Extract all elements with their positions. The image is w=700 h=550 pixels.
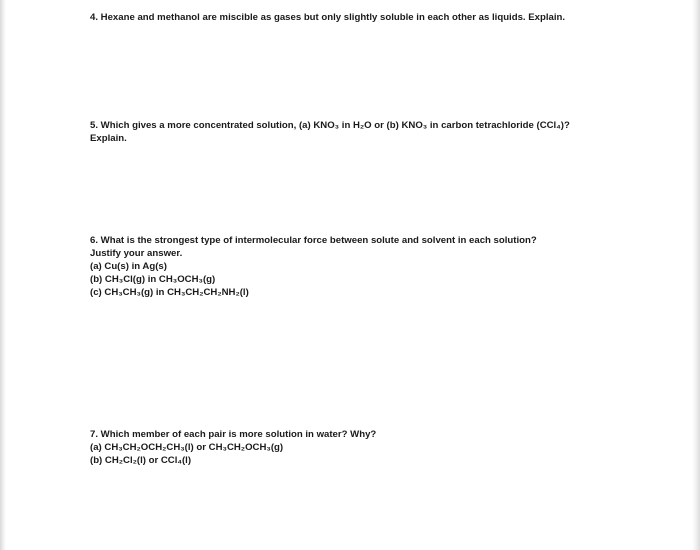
question-5 — [90, 119, 670, 145]
question-6-line-1: 6. What is the strongest type of intermolecular force between solute and solvent in each solution? — [90, 235, 537, 246]
page-right-edge-shadow — [692, 0, 700, 550]
question-6-line-2: Justify your answer. — [90, 248, 183, 259]
question-6-part-b: (b) CH₃Cl(g) in CH₃OCH₃(g) — [90, 274, 216, 285]
question-7-line-1: 7. Which member of each pair is more solution in water? Why? — [90, 429, 377, 440]
question-7 — [90, 428, 670, 467]
question-6-part-c: (c) CH₃CH₃(g) in CH₃CH₂CH₂NH₂(l) — [90, 287, 249, 298]
question-7-part-a: (a) CH₃CH₂OCH₂CH₃(l) or CH₃CH₂OCH₃(g) — [90, 442, 284, 453]
question-4-line-1: 4. Hexane and methanol are miscible as gases but only slightly soluble in each other as liquids. Explain. — [90, 12, 566, 23]
page-left-edge-shadow — [0, 0, 6, 550]
question-7-part-b: (b) CH₂Cl₂(l) or CCl₄(l) — [90, 455, 192, 466]
question-4 — [90, 11, 670, 24]
question-6-part-a: (a) Cu(s) in Ag(s) — [90, 261, 167, 272]
question-5-line-2: Explain. — [90, 133, 127, 144]
question-6 — [90, 234, 670, 299]
question-5-line-1: 5. Which gives a more concentrated solution, (a) KNO₃ in H₂O or (b) KNO₃ in carbon tetrachloride (CCl₄)? — [90, 120, 570, 131]
